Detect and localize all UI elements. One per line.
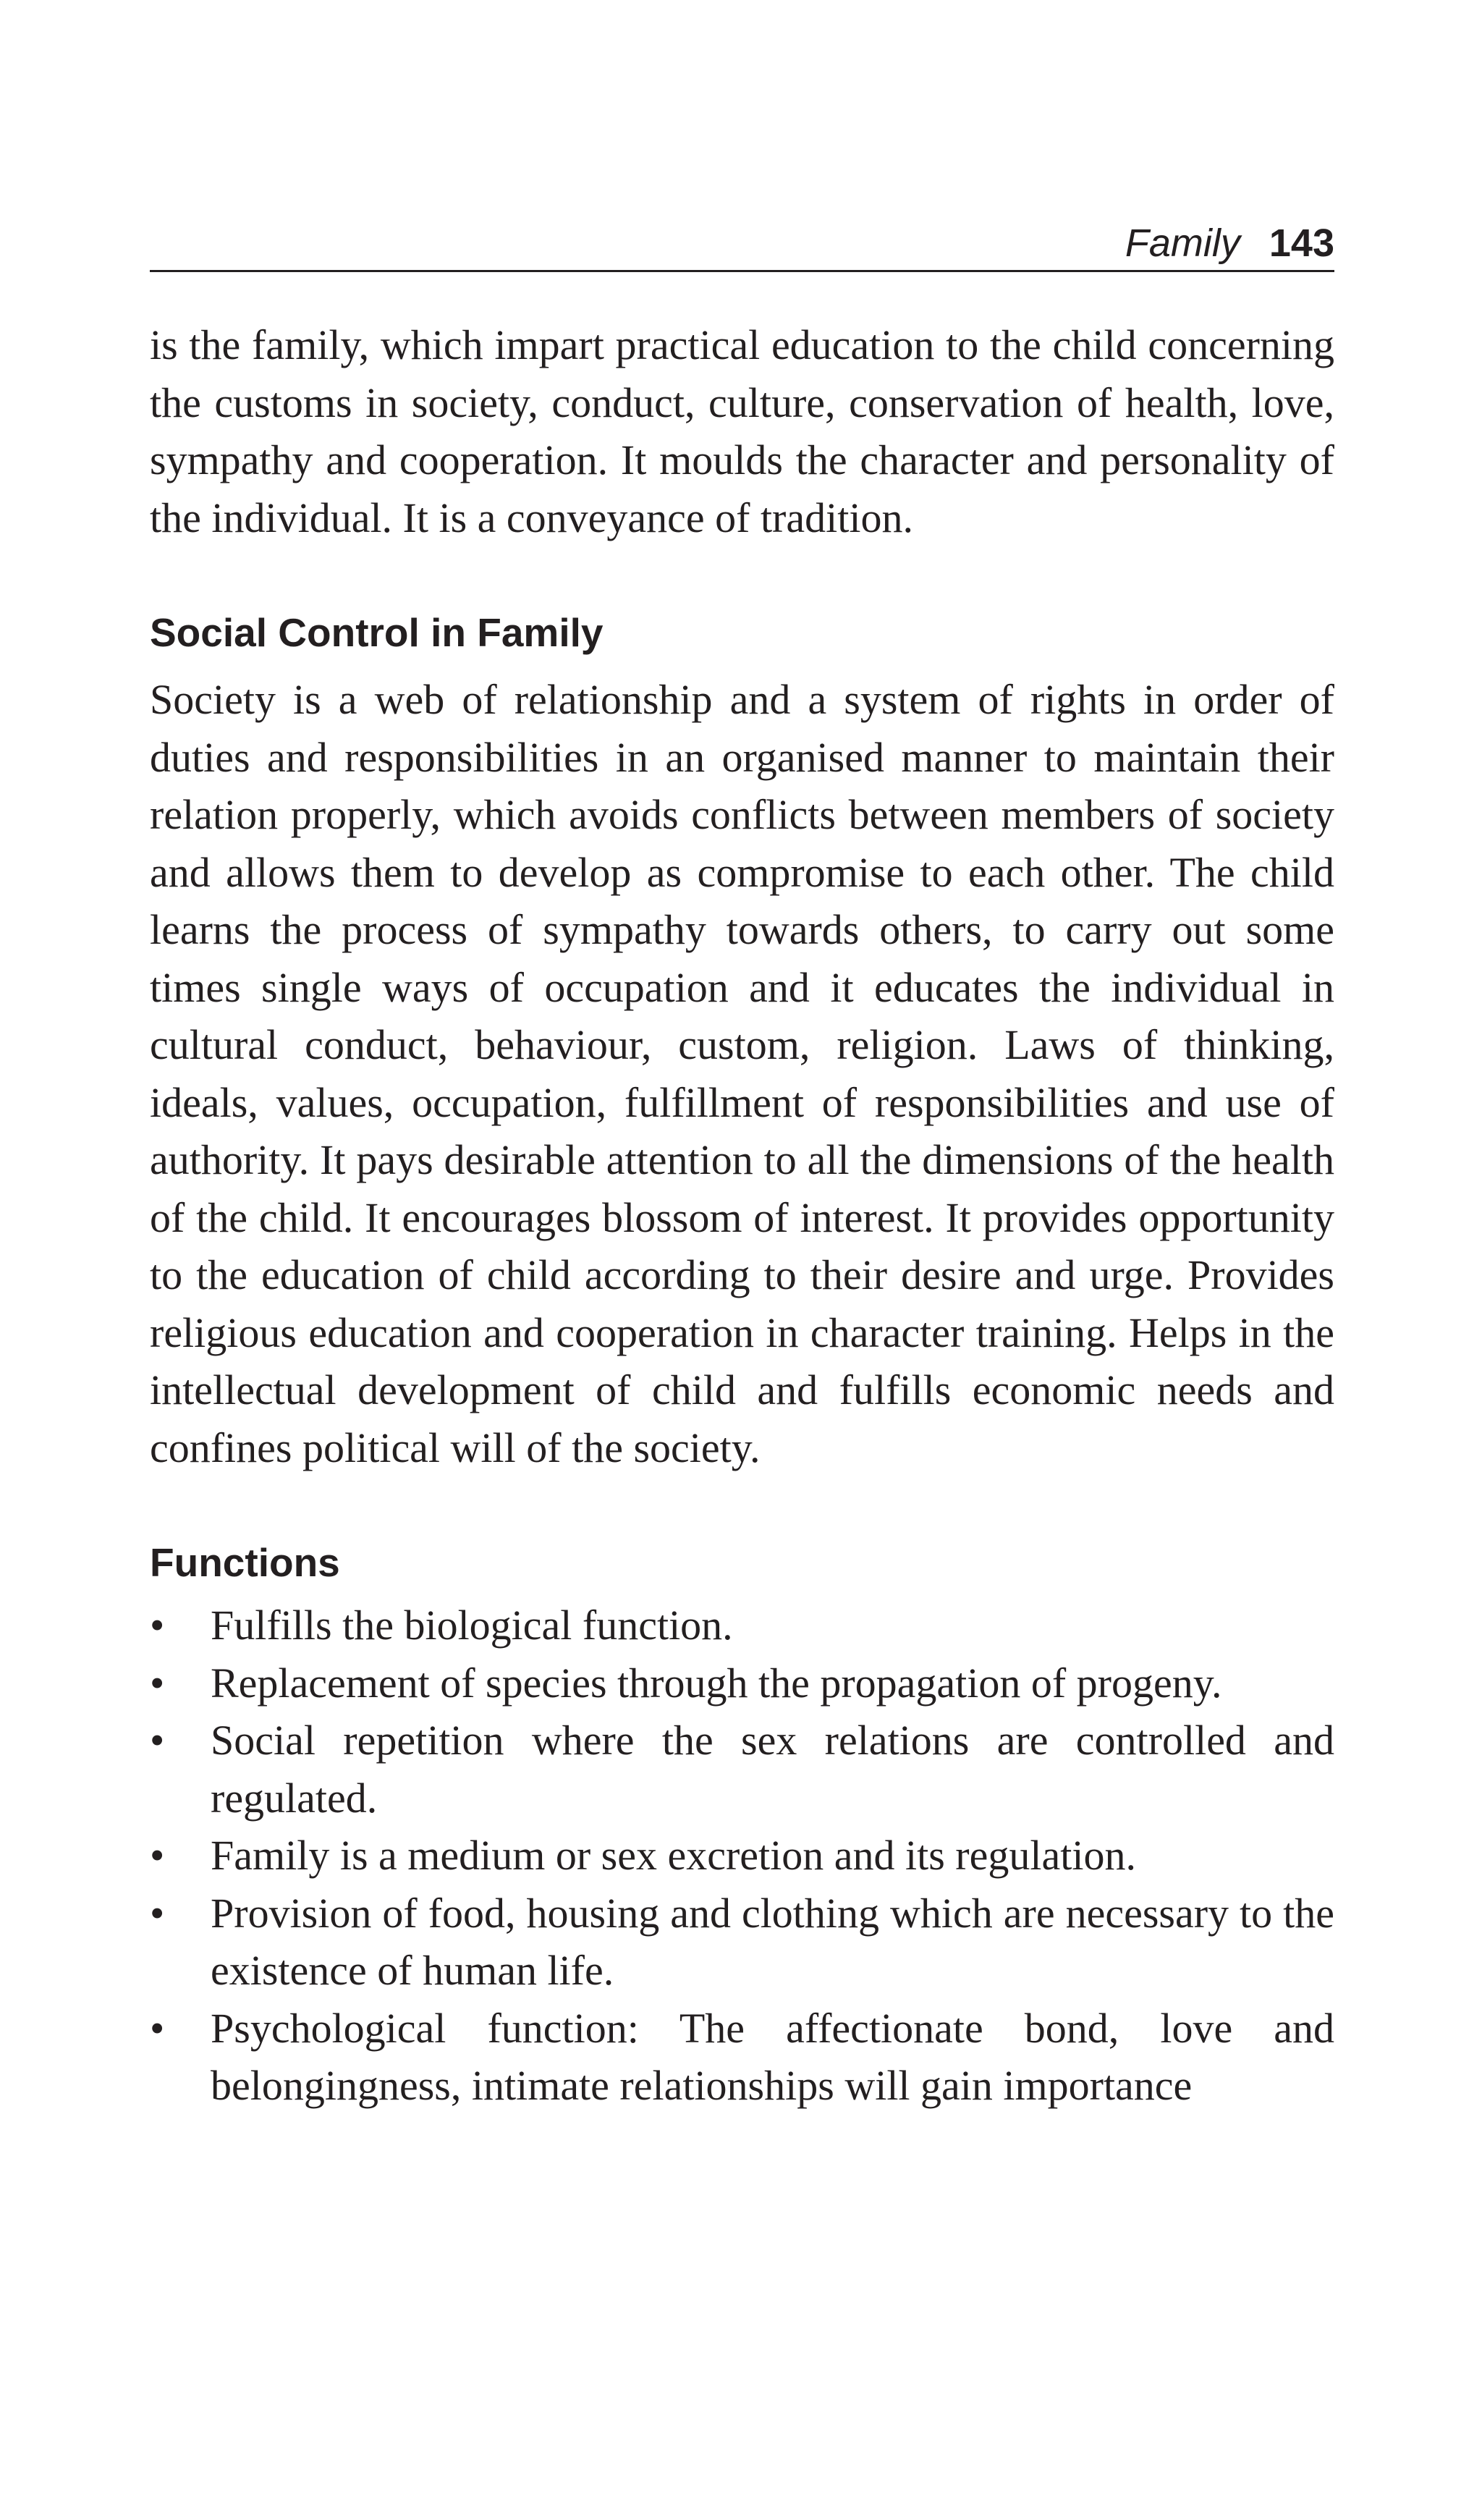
list-item-text: Replacement of species through the propagation of progeny. <box>211 1659 1222 1707</box>
page-number: 143 <box>1269 221 1334 265</box>
list-item-text: Family is a medium or sex excretion and its regulation. <box>211 1832 1136 1879</box>
functions-list <box>150 1597 1334 2115</box>
bullet-icon: • <box>150 1602 165 1649</box>
header-rule <box>150 270 1334 272</box>
list-item <box>150 1885 1334 2000</box>
list-item-text: Provision of food, housing and clothing which are necessary to the existence of human life. <box>211 1889 1334 1994</box>
running-title: Family <box>1125 221 1240 265</box>
section-heading-functions: Functions <box>150 1540 340 1585</box>
bullet-icon: • <box>150 1717 165 1764</box>
bullet-icon: • <box>150 1889 165 1937</box>
intro-paragraph: is the family, which impart practical education to the child concerning the customs in society, conduct, culture, conservation of health, love, sympathy and cooperation. It moulds the character and personality of the individual. It is a conveyance of tradition. <box>150 321 1334 541</box>
bullet-icon: • <box>150 2004 165 2052</box>
list-item <box>150 1597 1334 1654</box>
list-item-text: Psychological function: The affectionate bond, love and belongingness, intimate relationships will gain importance <box>211 2004 1334 2109</box>
page-body <box>150 316 1334 2115</box>
list-item <box>150 1712 1334 1827</box>
list-item <box>150 1827 1334 1885</box>
section-heading-social-control: Social Control in Family <box>150 610 604 655</box>
list-item-text: Fulfills the biological function. <box>211 1602 733 1649</box>
bullet-icon: • <box>150 1659 165 1707</box>
list-item <box>150 2000 1334 2115</box>
running-header <box>1125 214 1334 272</box>
social-control-paragraph: Society is a web of relationship and a system of rights in order of duties and responsibilities in an organised manner to maintain their relation properly, which avoids conflicts between members of society and allows them to develop as compromise to each other. The child learns the process of sympathy towards others, to carry out some times single ways of occupation and it educates the individual in cultural conduct, behaviour, custom, religion. Laws of thinking, ideals, values, occupation, fulfillment of responsibilities and use of authority. It pays desirable attention to all the dimensions of the health of the child. It encourages blossom of interest. It provides opportunity to the education of child according to their desire and urge. Provides religious education and cooperation in character training. Helps in the intellectual development of child and fulfills economic needs and confines political will of the society. <box>150 676 1334 1471</box>
bullet-icon: • <box>150 1832 165 1879</box>
list-item <box>150 1654 1334 1712</box>
list-item-text: Social repetition where the sex relations are controlled and regulated. <box>211 1717 1334 1822</box>
